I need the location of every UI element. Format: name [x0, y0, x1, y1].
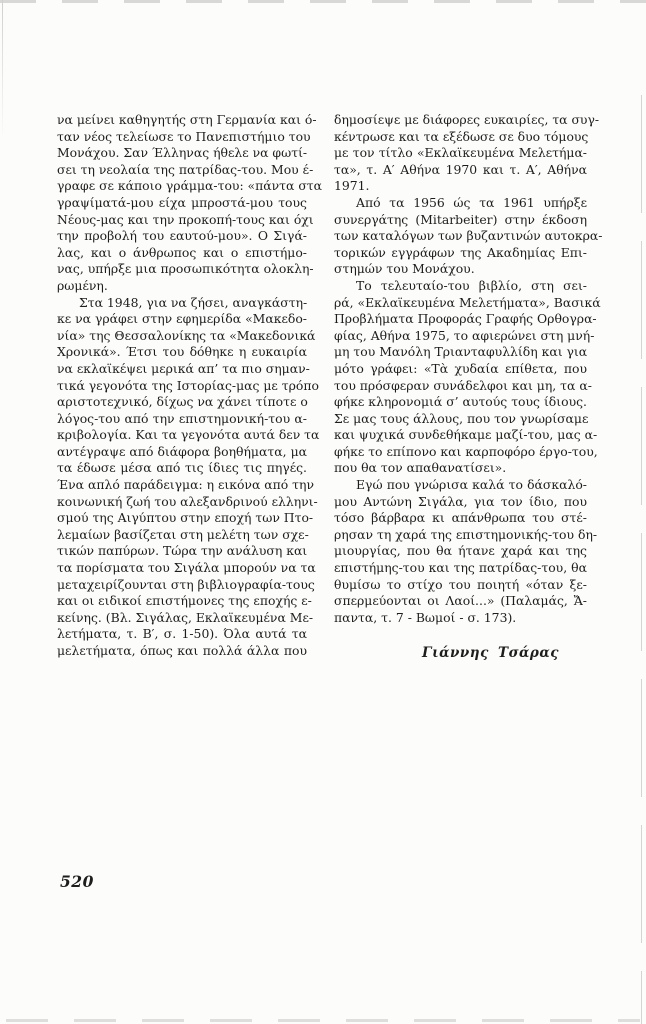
text-line: λεμαίων βασίζεται στη μελέτη των σχε-	[57, 526, 309, 542]
text-line: μου Αντώνη Σιγάλα, για τον ίδιο, που	[334, 493, 587, 509]
text-line: μιουργίας, που θα ήτανε χαρά και της	[334, 543, 587, 559]
text-line: Προβλήματα Προφοράς Γραφής Ορθογρα-	[334, 311, 597, 327]
text-line: του πρόσφεραν συνάδελφοι και μη, τα α-	[334, 377, 592, 393]
scan-artifact-top-edge	[0, 0, 646, 3]
text-line: στημών του Μονάχου.	[334, 261, 475, 277]
text-line: γραφε σε κάποιο γράμμα-του: «πάντα στα	[57, 178, 323, 194]
text-line: κριβολογία. Και τα γεγονότα αυτά δεν τα	[57, 427, 320, 443]
text-line: φίας, Αθήνα 1975, το αφιερώνει στη μνή-	[334, 327, 595, 343]
text-line: αντέγραψε από διάφορα βοηθήματα, μα	[57, 443, 307, 459]
text-line: αριστοτεχνικό, δίχως να χάνει τίποτε ο	[57, 394, 308, 410]
text-line: τα πορίσματα του Σιγάλα μπορούν να τα	[57, 560, 316, 576]
text-line: Από τα 1956 ώς τα 1961 υπήρξε	[356, 194, 587, 210]
text-line: Το τελευταίο-του βιβλίο, στη σει-	[356, 277, 587, 293]
text-line: σπερμεύονται οι Λαοί...» (Παλαμάς, Ἄ-	[334, 593, 587, 609]
scan-artifact-bottom-edge	[6, 1019, 640, 1022]
text-line: λετήματα, τ. Β′, σ. 1-50). Όλα αυτά τα	[57, 626, 307, 642]
text-line: λόγος-του από την επιστημονική-του α-	[57, 410, 307, 426]
text-line: τορικών εγγράφων της Ακαδημίας Επι-	[334, 244, 587, 260]
text-line: μότο γράφει: «Τὰ χυδαία επίθετα, που	[334, 360, 587, 376]
scan-artifact-right-edge	[641, 95, 642, 1024]
text-line: να μείνει καθηγητής στη Γερμανία και ό-	[57, 112, 317, 127]
text-line: 1971.	[334, 178, 370, 194]
text-line: παντα, τ. 7 - Βωμοί - σ. 173).	[334, 609, 517, 625]
text-line: τα έδωσε μέσα από τις ίδιες τις πηγές.	[57, 460, 307, 476]
page-number: 520	[60, 872, 94, 891]
text-line: φήκε το επίπονο και καρποφόρο έργο-του,	[334, 443, 598, 459]
right-text-column	[334, 112, 603, 662]
text-line: θυμίσω το στίχο του ποιητή «όταν ξε-	[334, 576, 587, 592]
text-line: μη του Μανόλη Τριανταφυλλίδη και για	[334, 344, 588, 360]
text-line: νία» της Θεσσαλονίκης τα «Μακεδονικά	[57, 327, 316, 343]
text-line: ρωμένη.	[57, 277, 108, 293]
text-line: φήκε κληρονομιά σ’ αυτούς τους ίδιους.	[334, 394, 587, 410]
author-signature: Γιάννης Τσάρας	[422, 645, 559, 662]
text-line: κέντρωσε και τα εξέδωσε σε δυο τόμους	[334, 128, 589, 144]
text-line: ταν νέος τελείωσε το Πανεπιστήμιο του	[57, 128, 311, 144]
text-line: σει τη νεολαία της πατρίδας-του. Μου έ-	[57, 161, 314, 177]
scan-artifact-left-edge	[2, 0, 3, 140]
text-line: των καταλόγων των βυζαντινών αυτοκρα-	[334, 228, 603, 244]
text-line: μελετήματα, όπως και πολλά άλλα που	[57, 643, 307, 658]
text-line: Εγώ που γνώρισα καλά το δάσκαλό-	[356, 477, 587, 493]
text-line: τικών παπύρων. Τώρα την ανάλυση και	[57, 543, 308, 559]
text-line: νας, υπήρξε μια προσωπικότητα ολοκλη-	[57, 261, 314, 277]
text-line: και οι ειδικοί επιστήμονες της εποχής ε-	[57, 593, 312, 609]
text-line: δημοσίεψε με διάφορες ευκαιρίες, τα συγ-	[334, 112, 600, 127]
text-line: κείνης. (Βλ. Σιγάλας, Εκλαϊκευμένα Με-	[57, 609, 314, 625]
text-line: σμού της Αιγύπτου στην εποχή των Πτο-	[57, 510, 314, 526]
text-line: τικά γεγονότα της Ιστορίας-μας με τρόπο	[57, 377, 319, 393]
text-line: λας, και ο άνθρωπος και ο επιστήμο-	[57, 244, 307, 260]
text-line: την προβολή του εαυτού-μου». Ο Σιγά-	[57, 228, 307, 244]
text-line: επιστήμης-του και της πατρίδας-του, θα	[334, 560, 587, 576]
text-line: γραψίματά-μου είχα μπροστά-μου τους	[57, 194, 307, 210]
text-line: τα», τ. Α′ Αθήνα 1970 και τ. Α′, Αθήνα	[334, 161, 587, 177]
text-line: που θα τον απαθανατίσει».	[334, 460, 507, 476]
text-line: Ένα απλό παράδειγμα: η εικόνα από την	[57, 477, 314, 493]
text-line: ρησαν τη χαρά της επιστημονικής-του δη-	[334, 526, 598, 542]
text-line: ρά, «Εκλαϊκευμένα Μελετήματα», Βασικά	[334, 294, 601, 310]
text-line: Σε μας τους άλλους, που τον γνωρίσαμε	[334, 410, 589, 426]
text-line: κοινωνική ζωή του αλεξανδρινού ελληνι-	[57, 493, 318, 509]
left-text-column	[57, 112, 323, 660]
text-line: συνεργάτης (Mitarbeiter) στην έκδοση	[334, 211, 587, 227]
text-line: τόσο βάρβαρα κι απάνθρωπα του στέ-	[334, 510, 587, 526]
text-line: κε να γράφει στην εφημερίδα «Μακεδο-	[57, 311, 307, 327]
text-line: και ψυχικά συνδεθήκαμε μαζί-του, μας α-	[334, 427, 598, 443]
text-line: Χρονικά». Έτσι του δόθηκε η ευκαιρία	[57, 344, 307, 360]
text-line: με τον τίτλο «Εκλαϊκευμένα Μελετήμα-	[334, 145, 587, 161]
text-line: Μονάχου. Σαν Έλληνας ήθελε να φωτί-	[57, 145, 308, 161]
text-line: να εκλαϊκέψει μερικά απ’ τα πιο σημαν-	[57, 360, 310, 376]
text-line: Νέους-μας και την προκοπή-τους και όχι	[57, 211, 314, 227]
text-line: Στα 1948, για να ζήσει, αναγκάστη-	[79, 294, 308, 310]
text-line: μεταχειρίζουνται στη βιβλιογραφία-τους	[57, 576, 315, 592]
